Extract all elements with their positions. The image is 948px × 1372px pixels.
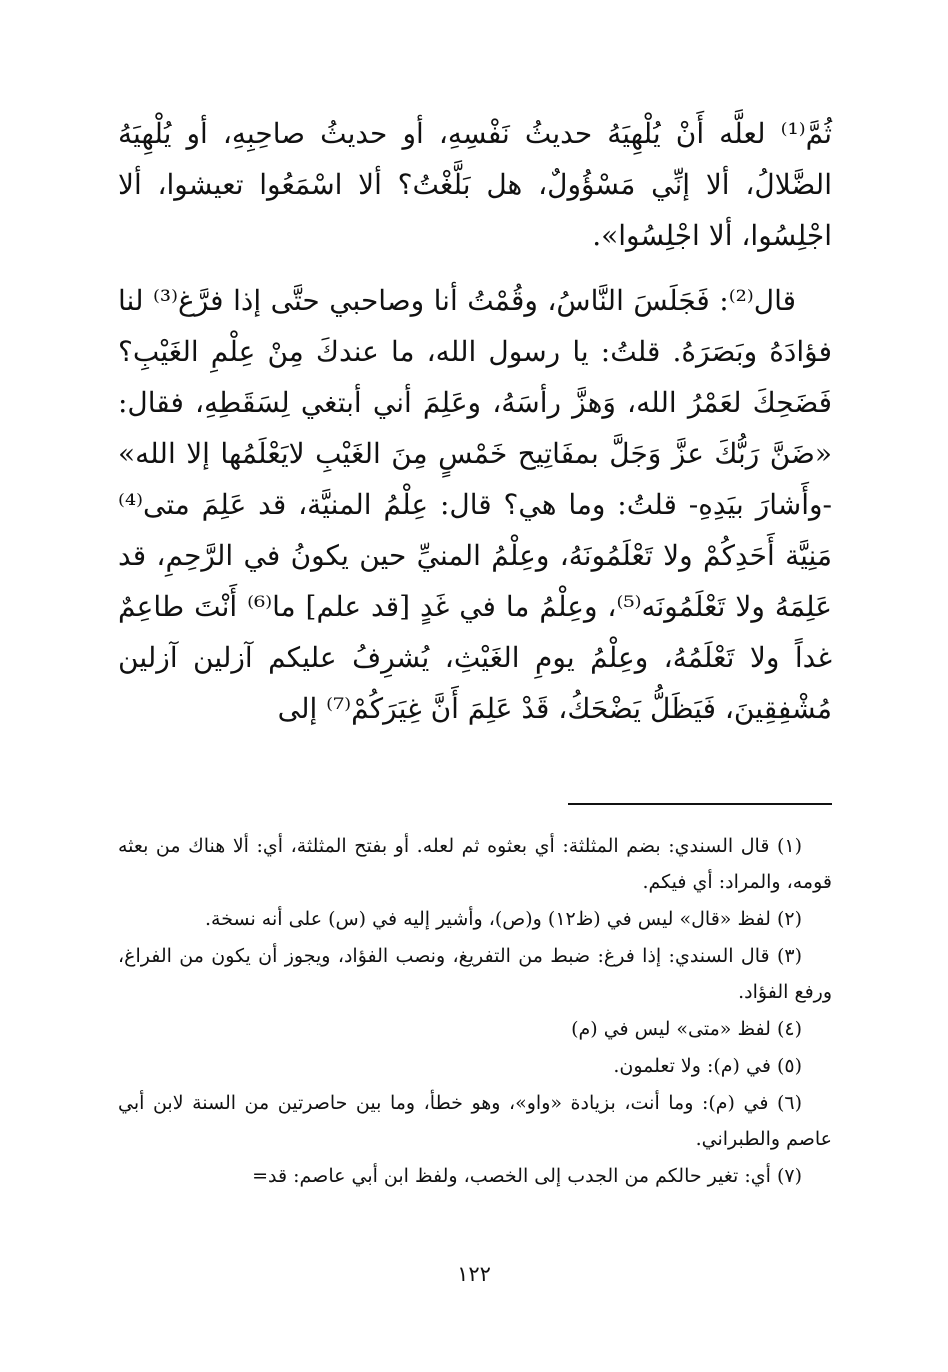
page-number: ١٢٢ [457, 1262, 491, 1286]
footnote-4: (٤) لفظ «متى» ليس في (م) [571, 1018, 802, 1040]
footnote-separator [568, 803, 832, 805]
footnote-2: (٢) لفظ «قال» ليس في (ظ١٢) و(ص)، وأشير إليه في (س) على أنه نسخة. [205, 908, 802, 930]
footnote-6: (٦) في (م): وما أنت، بزيادة «واو»، وهو خطأ، وما بين حاصرتين من السنة لابن أبي عاصم والطبراني. [118, 1092, 832, 1150]
footnote-1: (١) قال السندي: بضم المثلثة: أي بعثوه ثم لعله. أو بفتح المثلثة، أي: ألا هناك من بعثه قومه، والمراد: أي فيكم. [118, 835, 832, 893]
main-paragraph-2: قال⁽²⁾: فَجَلَسَ النَّاسُ، وقُمْتُ أنا وصاحبي حتَّى إذا فرَّغ⁽³⁾ لنا فؤادَهُ وبَصَرَهُ. قلتُ: يا رسول الله، ما عندكَ مِنْ عِلْمِ الغَيْبِ؟ فَضَحِكَ لعَمْرُ الله، وَهزَّ رأسَهُ، وعَلِمَ أني أبتغي لِسَقَطِهِ، فقال: «ضَنَّ رَبُّكَ عزَّ وَجَلَّ بمفَاتِيح خَمْسٍ مِنَ الغَيْبِ لايَعْلَمُها إلا الله» -وأَشارَ بيَدِهِ- قلتُ: وما هي؟ قال: عِلْمُ المنيَّة، قد عَلِمَ متى⁽⁴⁾ مَنِيَّة أَحَدِكُمْ ولا تَعْلَمُونَهُ، وعِلْمُ المنيِّ حين يكونُ في الرَّحِمِ، قد عَلِمَهُ ولا تَعْلَمُونَه⁽⁵⁾، وعِلْمُ ما في غَدٍ [قد علم] ما⁽⁶⁾ أَنْتَ طاعِمٌ غداً ولا تَعْلَمُهُ، وعِلْمُ يومِ الغَيْثِ، يُشرِفُ عليكم آزلين آزلين مُشْفِقِينَ، فَيَظَلُّ يَضْحَكُ، قَدْ عَلِمَ أَنَّ غِيَرَكُمْ⁽⁷⁾ إلى [118, 284, 832, 725]
footnote-5: (٥) في (م): ولا تعلمون. [613, 1055, 802, 1077]
main-paragraph-1: ثُمَّ⁽¹⁾ لعلَّه أَنْ يُلْهِيَهُ حديثُ نَفْسِهِ، أو حديثُ صاحِبِهِ، أو يُلْهِيَهُ الضَّلالُ، ألا إنِّي مَسْؤُولٌ، هل بَلَّغْتُ؟ ألا اسْمَعُوا تعيشوا، ألا اجْلِسُوا، ألا اجْلِسُوا». [118, 117, 833, 252]
footnote-7: (٧) أي: تغير حالكم من الجدب إلى الخصب، ولفظ ابن أبي عاصم: قد= [252, 1165, 802, 1187]
main-text [118, 108, 832, 734]
footnotes [118, 828, 832, 1195]
footnote-3: (٣) قال السندي: إذا فرغ: ضبط من التفريغ، ونصب الفؤاد، ويجوز أن يكون من الفراغ، ورفع الفؤاد. [118, 945, 832, 1003]
